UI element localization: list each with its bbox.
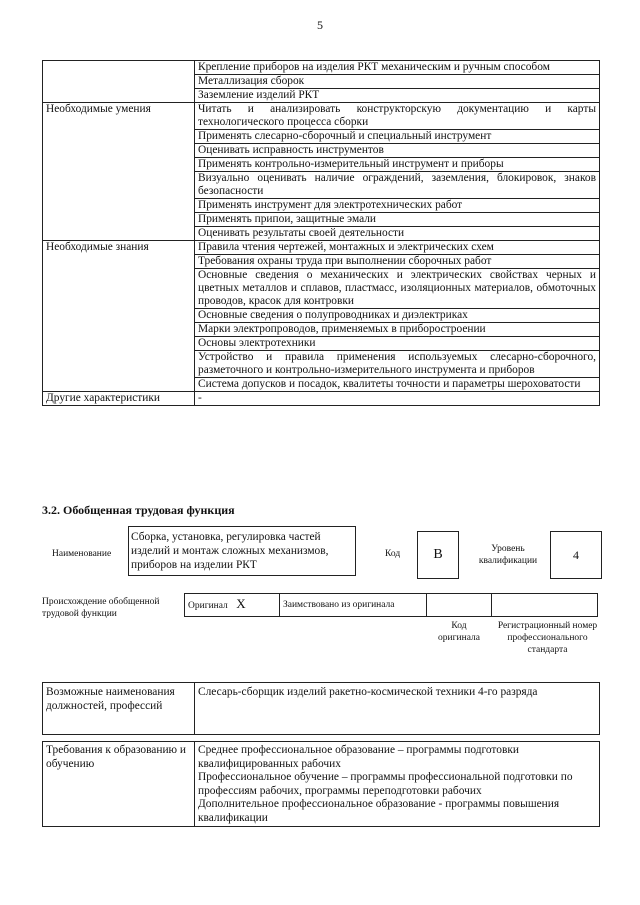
reg-number-label: Регистрационный номер профессионального стандарта (497, 621, 598, 655)
skills-label: Необходимые умения (43, 103, 195, 130)
positions-table (42, 682, 600, 735)
education-values (195, 742, 600, 827)
education-item: Профессиональное обучение – программы профессиональной подготовки по профессиям рабочих, программы переподготовки рабочих (198, 771, 573, 797)
skill-item: Применять контрольно-измерительный инструмент и приборы (195, 158, 600, 172)
section-title: 3.2. Обобщенная трудовая функция (42, 503, 235, 517)
origin-label: Происхождение обобщенной трудовой функции (42, 597, 160, 619)
knowledge-item: Основные сведения о полупроводниках и диэлектриках (195, 309, 600, 323)
skill-item: Оценивать результаты своей деятельности (195, 227, 600, 241)
code-label: Код (385, 549, 401, 559)
education-label: Требования к образованию и обучению (43, 742, 195, 827)
other-value: - (195, 392, 600, 406)
origin-code-label: Код оригинала (438, 621, 480, 643)
skill-item: Визуально оценивать наличие ограждений, заземления, блокировок, знаков безопасности (195, 172, 600, 199)
continuation-row: Металлизация сборок (195, 75, 600, 89)
level-box: 4 (550, 531, 602, 579)
skill-item: Применять слесарно-сборочный и специальный инструмент (195, 130, 600, 144)
level-label: Уровень квалификации (478, 544, 538, 566)
continuation-row: Заземление изделий РКТ (195, 89, 600, 103)
skills-knowledge-table (42, 60, 600, 406)
knowledge-item: Система допусков и посадок, квалитеты точности и параметры шероховатости (195, 378, 600, 392)
code-box: B (417, 531, 459, 579)
skill-item: Читать и анализировать конструкторскую документацию и карты технологического процесса сборки (195, 103, 600, 130)
page-number: 5 (317, 18, 323, 32)
knowledge-item: Требования охраны труда при выполнении сборочных работ (195, 255, 600, 269)
education-table (42, 741, 600, 827)
function-name-box: Сборка, установка, регулировка частей изделий и монтаж сложных механизмов, приборов на изделии РКТ (128, 526, 356, 576)
origin-code-cell (427, 594, 492, 617)
skill-item: Оценивать исправность инструментов (195, 144, 600, 158)
positions-value: Слесарь-сборщик изделий ракетно-космической техники 4-го разряда (195, 683, 600, 735)
knowledge-item: Марки электропроводов, применяемых в приборостроении (195, 323, 600, 337)
origin-table (184, 593, 598, 617)
original-mark: X (236, 596, 246, 611)
education-item: Дополнительное профессиональное образование - программы повышения квалификации (198, 798, 560, 824)
reg-number-cell (492, 594, 598, 617)
knowledge-item: Основные сведения о механических и электрических свойствах черных и цветных металлов и сплавов, пластмасс, изоляционных материалов, обмоточных проводов, красок для контровки (195, 269, 600, 309)
knowledge-item: Основы электротехники (195, 337, 600, 351)
skill-item: Применять припои, защитные эмали (195, 213, 600, 227)
original-cell (185, 594, 280, 617)
empty-label-cell (43, 61, 195, 75)
continuation-row: Крепление приборов на изделия РКТ механическим и ручным способом (195, 61, 600, 75)
original-label: Оригинал (188, 601, 228, 611)
knowledge-item: Устройство и правила применения используемых слесарно-сборочного, разметочного и контрольно-измерительного инструмента и приборов (195, 351, 600, 378)
other-label: Другие характеристики (43, 392, 195, 406)
education-item: Среднее профессиональное образование – программы подготовки квалифицированных рабочих (198, 744, 519, 770)
name-label: Наименование (52, 549, 112, 559)
positions-label: Возможные наименования должностей, профессий (43, 683, 195, 735)
borrowed-label: Заимствовано из оригинала (280, 594, 427, 617)
knowledge-label: Необходимые знания (43, 241, 195, 255)
skill-item: Применять инструмент для электротехнических работ (195, 199, 600, 213)
knowledge-item: Правила чтения чертежей, монтажных и электрических схем (195, 241, 600, 255)
